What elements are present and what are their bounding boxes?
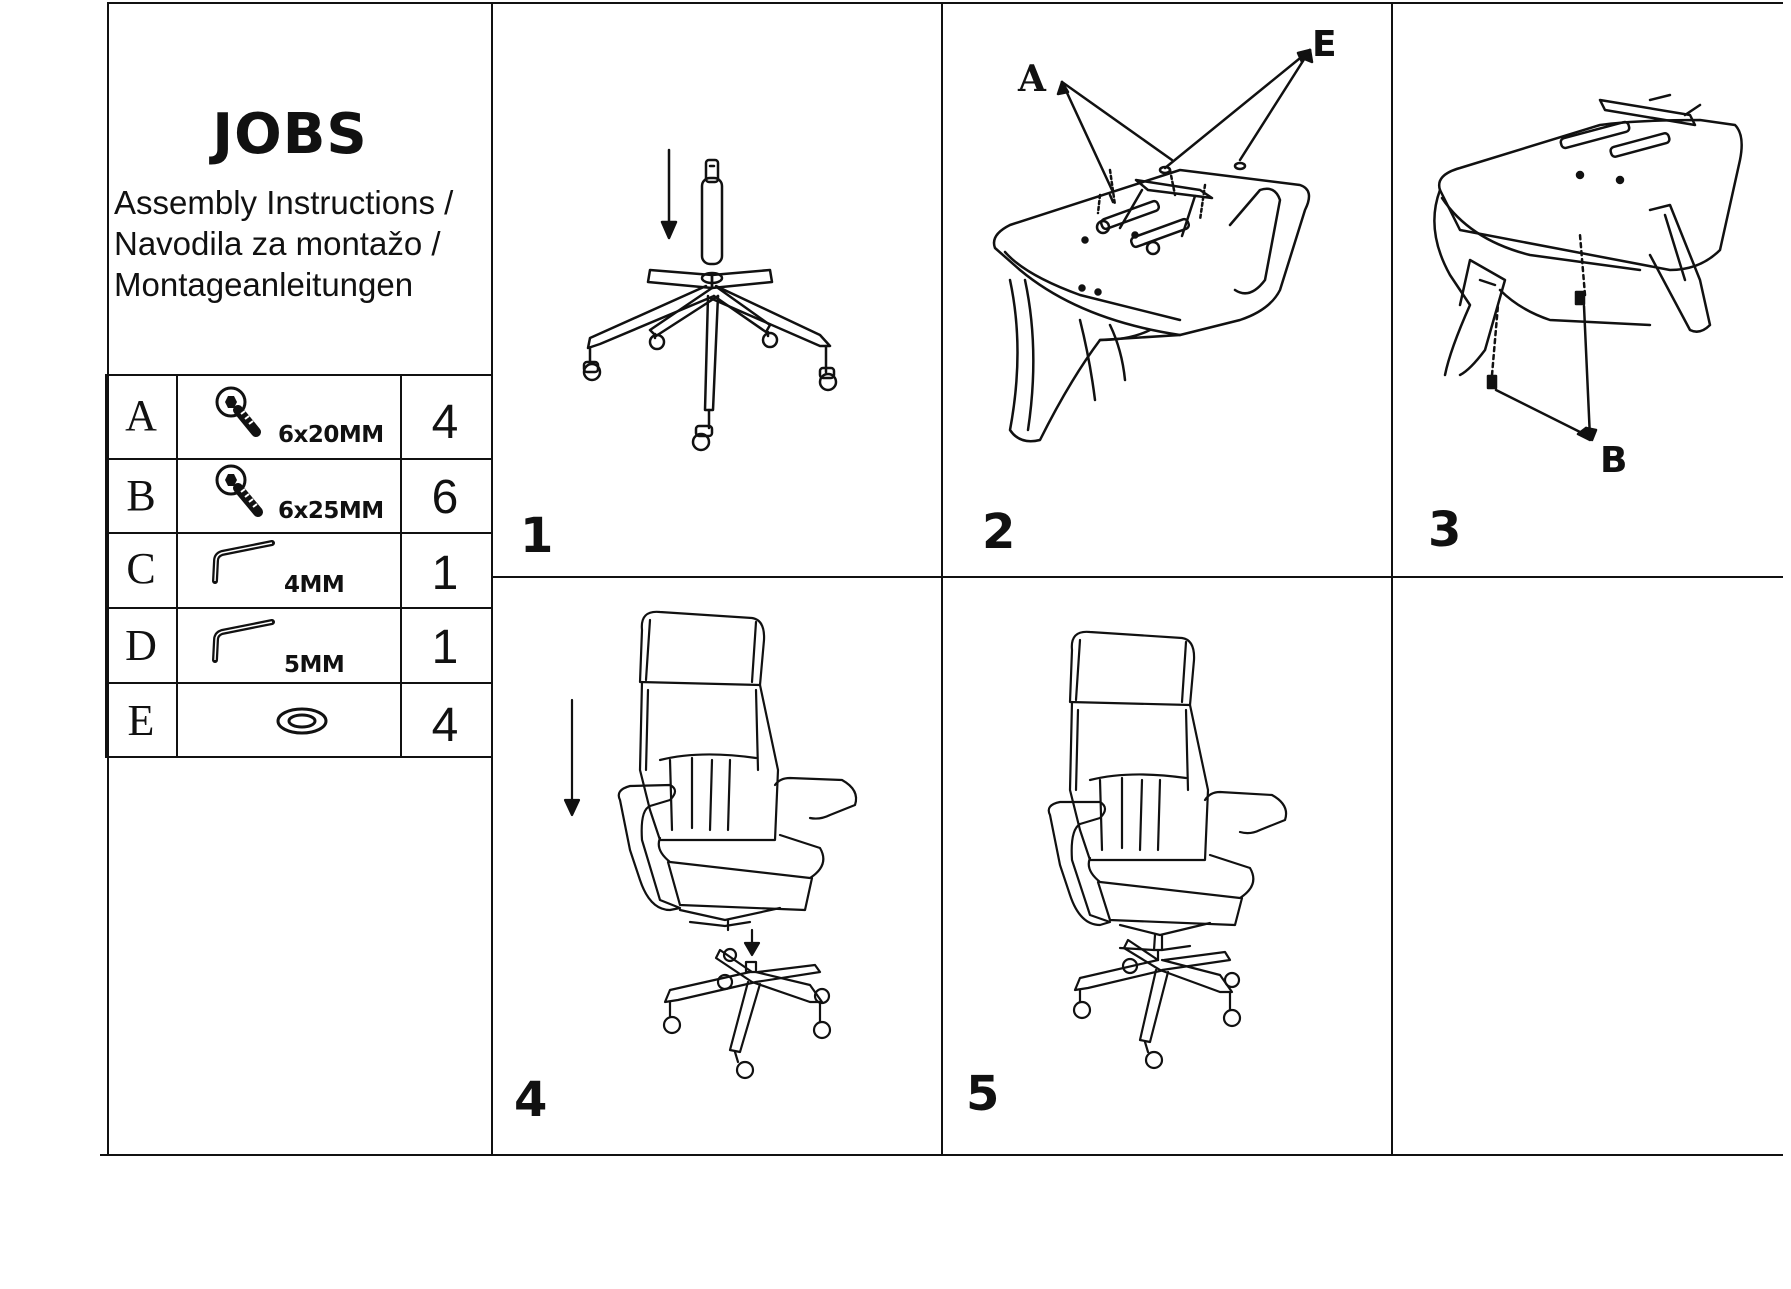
parts-table-row-line — [106, 682, 493, 684]
step-number: 2 — [982, 504, 1016, 560]
callout-b: B — [1600, 440, 1628, 481]
step-1-illustration — [500, 110, 940, 530]
bolt-icon — [212, 384, 272, 444]
part-letter: A — [125, 391, 157, 440]
step-4-illustration — [520, 610, 940, 1090]
empty-cell — [1393, 578, 1783, 1154]
part-quantity: 4 — [431, 396, 459, 449]
parts-table-bottom — [106, 756, 493, 758]
bolt-icon — [212, 462, 272, 522]
part-size: 5MM — [284, 652, 345, 678]
callout-a: A — [1018, 58, 1046, 100]
allen-key-icon — [210, 543, 280, 583]
parts-table-row-line — [106, 532, 493, 534]
parts-table-row-line — [106, 458, 493, 460]
grid-line-col-2 — [941, 2, 943, 1155]
step-2-illustration — [950, 20, 1390, 460]
parts-table-col-line — [176, 374, 178, 758]
allen-key-icon — [210, 622, 280, 662]
part-letter: D — [125, 621, 157, 670]
subtitle-line: Assembly Instructions / — [114, 184, 454, 221]
step-number: 5 — [966, 1066, 1000, 1122]
document-subtitle — [114, 182, 494, 305]
grid-line-col-1 — [491, 2, 493, 1155]
step-number: 1 — [520, 508, 554, 564]
part-letter: B — [126, 471, 156, 520]
step-number: 3 — [1428, 502, 1462, 558]
subtitle-line: Montageanleitungen — [114, 266, 414, 303]
step-number: 4 — [514, 1072, 548, 1128]
grid-line-top — [107, 2, 1783, 4]
part-letter: E — [127, 696, 155, 745]
washer-icon — [274, 705, 330, 737]
step-3-illustration — [1400, 80, 1791, 460]
part-quantity: 1 — [431, 547, 459, 600]
document-title: JOBS — [212, 102, 368, 167]
part-size: 6x25MM — [278, 498, 384, 524]
part-quantity: 1 — [431, 621, 459, 674]
part-letter: C — [126, 544, 156, 593]
part-size: 4MM — [284, 572, 345, 598]
parts-table-top — [106, 374, 493, 376]
part-quantity: 6 — [431, 471, 459, 524]
part-quantity: 4 — [431, 699, 459, 752]
part-size: 6x20MM — [278, 422, 384, 448]
parts-table-row-line — [106, 607, 493, 609]
callout-e: E — [1312, 24, 1337, 65]
subtitle-line: Navodila za montažo / — [114, 225, 441, 262]
